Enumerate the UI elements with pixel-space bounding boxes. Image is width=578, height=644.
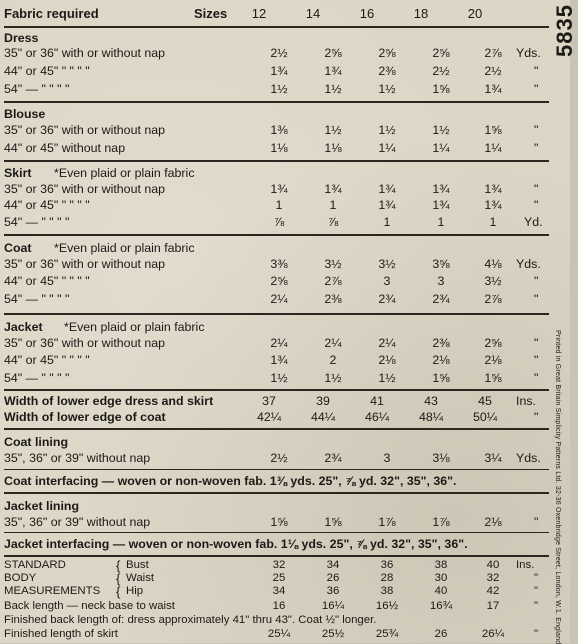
table-cell: 1¾	[270, 182, 288, 196]
table-cell: 1¾	[484, 182, 502, 196]
brace: {	[116, 584, 121, 599]
table-cell: 16	[272, 600, 286, 612]
table-cell: 2¾	[378, 292, 396, 306]
table-cell: 37	[262, 394, 276, 408]
unit-label: Yd.	[524, 215, 543, 229]
unit-label: Yds.	[516, 46, 541, 60]
table-cell: 1⅜	[270, 123, 288, 137]
text: Jacket interfacing — woven or non-woven fab. 1⅛ yds. 25", ⅞ yd. 32", 35", 36".	[4, 537, 468, 551]
fabric-chart	[4, 0, 549, 643]
table-cell: 26¼	[481, 628, 505, 640]
table-cell: 1⅝	[270, 515, 288, 529]
unit-label: "	[534, 572, 539, 584]
text: 35" or 36" with or without nap	[4, 123, 166, 137]
brace: {	[116, 571, 121, 586]
table-cell: ⅞	[273, 215, 285, 229]
table-cell: 1	[383, 215, 391, 229]
unit-label: "	[534, 274, 539, 288]
text: Coat	[4, 241, 32, 255]
unit-label: "	[534, 82, 539, 96]
table-cell: 16½	[375, 600, 399, 612]
table-cell: 2⅝	[324, 46, 342, 60]
size-14: 14	[305, 6, 321, 21]
text: STANDARD	[4, 559, 66, 571]
table-cell: 1½	[378, 123, 396, 137]
table-cell: 1½	[324, 371, 342, 385]
text: Back length — neck base to waist	[4, 600, 175, 612]
table-cell: 34	[272, 585, 286, 597]
sizes-label: Sizes	[194, 6, 228, 21]
table-cell: 16¾	[429, 600, 453, 612]
row-label: 35" or 36" with or without nap	[4, 46, 166, 60]
table-cell: 36	[326, 585, 340, 597]
unit-label: "	[534, 141, 539, 155]
unit-label: "	[534, 628, 539, 640]
table-cell: 2	[329, 353, 337, 367]
text: *Even plaid or plain fabric	[64, 320, 205, 334]
table-cell: 34	[326, 559, 340, 571]
table-cell: 26	[326, 572, 340, 584]
table-cell: 2⅜	[324, 292, 342, 306]
printer-credit: Printed in Great Britain Simplicity Patterns Ltd. 32-36 Oxenbridge Street, London, W.1. England	[554, 330, 561, 644]
unit-label: "	[534, 123, 539, 137]
table-cell: 2½	[270, 46, 288, 60]
unit-label: Yds.	[516, 257, 541, 271]
text: Finished back length of: dress approximately 41" thru 43". Coat ½" longer.	[4, 614, 377, 626]
table-cell: 2⅝	[270, 274, 288, 288]
table-cell: 3⅝	[432, 257, 450, 271]
table-cell: 32	[272, 559, 286, 571]
unit-label: "	[534, 198, 539, 212]
unit-label: "	[534, 585, 539, 597]
text: Finished length of skirt	[4, 628, 118, 640]
table-cell: 42	[486, 585, 500, 597]
table-cell: 1¼	[484, 141, 502, 155]
text: Width of lower edge dress and skirt	[4, 394, 214, 408]
table-cell: 16¼	[321, 600, 345, 612]
text: BODY	[4, 572, 37, 584]
table-cell: 1¾	[324, 64, 342, 78]
unit-label: "	[534, 410, 539, 424]
table-cell: 2⅞	[324, 274, 342, 288]
table-cell: 2⅜	[378, 64, 396, 78]
table-cell: 1¼	[432, 141, 450, 155]
table-cell: 1¾	[432, 198, 450, 212]
divider	[4, 532, 549, 533]
table-cell: 39	[316, 394, 330, 408]
table-cell: 2¼	[324, 336, 342, 350]
unit-label: "	[534, 371, 539, 385]
table-cell: 30	[434, 572, 448, 584]
row-label: 44" or 45" " " " "	[4, 64, 90, 78]
text: Hip	[126, 585, 144, 597]
size-20: 20	[467, 6, 483, 21]
table-cell: 1⅝	[324, 515, 342, 529]
text: 54" — " " " "	[4, 215, 70, 229]
table-cell: 3½	[484, 274, 502, 288]
chart-title: Fabric required	[4, 6, 99, 21]
table-cell: 3	[383, 274, 391, 288]
table-cell: 25¼	[267, 628, 291, 640]
table-cell: 2⅛	[432, 353, 450, 367]
table-cell: 40	[486, 559, 500, 571]
table-cell: 3⅛	[432, 451, 450, 465]
table-cell: 1½	[324, 123, 342, 137]
table-cell: 38	[434, 559, 448, 571]
table-cell: 36	[380, 559, 394, 571]
table-cell: 1⅛	[324, 141, 342, 155]
divider	[4, 101, 549, 103]
table-cell: 1½	[378, 371, 396, 385]
table-cell: 1⅝	[484, 123, 502, 137]
unit-label: "	[534, 64, 539, 78]
size-12: 12	[251, 6, 267, 21]
text: 35" or 36" with or without nap	[4, 182, 166, 196]
table-cell: 1½	[324, 82, 342, 96]
table-cell: 3¼	[484, 451, 502, 465]
table-cell: 1¼	[378, 141, 396, 155]
text: 35", 36" or 39" without nap	[4, 515, 151, 529]
text: 44" or 45" " " " "	[4, 198, 90, 212]
table-cell: 1⅛	[270, 141, 288, 155]
divider	[4, 389, 549, 391]
text: 35" or 36" with or without nap	[4, 257, 166, 271]
table-cell: 2⅛	[484, 353, 502, 367]
table-cell: 3	[383, 451, 391, 465]
table-cell: 2⅝	[378, 46, 396, 60]
table-cell: 45	[478, 394, 492, 408]
table-cell: 1⅞	[432, 515, 450, 529]
text: 35" or 36" with or without nap	[4, 336, 166, 350]
pattern-number: 5835	[552, 4, 577, 57]
text: Jacket lining	[4, 499, 80, 513]
text: MEASUREMENTS	[4, 585, 101, 597]
table-cell: 1	[489, 215, 497, 229]
table-cell: 26	[434, 628, 448, 640]
table-cell: 1¾	[432, 182, 450, 196]
unit-label: "	[534, 182, 539, 196]
table-cell: 2⅝	[432, 46, 450, 60]
table-cell: 42¼	[256, 410, 282, 424]
table-cell: 50¼	[472, 410, 498, 424]
table-cell: 1	[275, 198, 283, 212]
table-cell: 3⅜	[270, 257, 288, 271]
unit-label: Ins.	[516, 559, 535, 571]
table-cell: 44¼	[310, 410, 336, 424]
table-cell: 4⅛	[484, 257, 502, 271]
table-cell: 2¾	[324, 451, 342, 465]
table-cell: 3½	[324, 257, 342, 271]
table-cell: 1½	[432, 123, 450, 137]
table-cell: 1⅝	[432, 82, 450, 96]
text: Blouse	[4, 107, 46, 121]
table-cell: 1¾	[270, 353, 288, 367]
table-cell: 2⅜	[432, 336, 450, 350]
text: 54" — " " " "	[4, 371, 70, 385]
text: Waist	[126, 572, 155, 584]
size-18: 18	[413, 6, 429, 21]
text: Width of lower edge of coat	[4, 410, 166, 424]
text: Skirt	[4, 166, 32, 180]
table-cell: 2½	[432, 64, 450, 78]
table-cell: 46¼	[364, 410, 390, 424]
table-cell: 40	[434, 585, 448, 597]
table-cell: 38	[380, 585, 394, 597]
divider	[4, 492, 549, 494]
table-cell: 1¾	[324, 182, 342, 196]
table-cell: 2⅛	[378, 353, 396, 367]
row-label: 54" — " " " "	[4, 82, 70, 96]
unit-label: "	[534, 336, 539, 350]
divider	[4, 160, 549, 162]
table-cell: 1⅝	[484, 371, 502, 385]
unit-label: "	[534, 292, 539, 306]
text: Coat lining	[4, 435, 69, 449]
table-cell: ⅞	[327, 215, 339, 229]
size-16: 16	[359, 6, 375, 21]
table-cell: 2⅝	[484, 336, 502, 350]
table-cell: 1¾	[484, 198, 502, 212]
divider	[4, 313, 549, 315]
text: *Even plaid or plain fabric	[54, 241, 195, 255]
divider	[4, 234, 549, 236]
text: Coat interfacing — woven or non-woven fab. 1⅜ yds. 25", ⅞ yd. 32", 35", 36".	[4, 474, 457, 488]
text: 44" or 45" without nap	[4, 141, 126, 155]
table-cell: 17	[486, 600, 500, 612]
unit-label: Yds.	[516, 451, 541, 465]
table-cell: 43	[424, 394, 438, 408]
table-cell: 3	[437, 274, 445, 288]
table-cell: 25½	[321, 628, 345, 640]
table-cell: 2¾	[432, 292, 450, 306]
table-cell: 2¼	[378, 336, 396, 350]
divider	[4, 555, 549, 557]
table-cell: 28	[380, 572, 394, 584]
divider	[4, 26, 549, 28]
table-cell: 1⅞	[378, 515, 396, 529]
text: Bust	[126, 559, 149, 571]
table-cell: 1⅝	[432, 371, 450, 385]
table-cell: 25¾	[375, 628, 399, 640]
brace: {	[116, 558, 121, 573]
table-cell: 2¼	[270, 292, 288, 306]
table-cell: 1¾	[484, 82, 502, 96]
table-cell: 2½	[484, 64, 502, 78]
table-cell: 41	[370, 394, 384, 408]
text: *Even plaid or plain fabric	[54, 166, 195, 180]
unit-label: "	[534, 515, 539, 529]
text: 35", 36" or 39" without nap	[4, 451, 151, 465]
table-cell: 1½	[270, 82, 288, 96]
unit-label: "	[534, 353, 539, 367]
table-cell: 1½	[270, 371, 288, 385]
table-cell: 2⅛	[484, 515, 502, 529]
table-cell: 2½	[270, 451, 288, 465]
divider	[4, 469, 549, 470]
divider	[4, 428, 549, 430]
text: 44" or 45" " " " "	[4, 274, 90, 288]
table-cell: 32	[486, 572, 500, 584]
unit-label: "	[534, 600, 539, 612]
table-cell: 2¼	[270, 336, 288, 350]
table-cell: 2⅞	[484, 46, 502, 60]
text: 44" or 45" " " " "	[4, 353, 90, 367]
unit-label: Ins.	[516, 394, 536, 408]
table-cell: 2⅞	[484, 292, 502, 306]
table-cell: 25	[272, 572, 286, 584]
text: Jacket	[4, 320, 43, 334]
table-cell: 1¾	[378, 182, 396, 196]
table-cell: 3½	[378, 257, 396, 271]
text: 54" — " " " "	[4, 292, 70, 306]
table-cell: 48¼	[418, 410, 444, 424]
table-cell: 1½	[378, 82, 396, 96]
text: Dress	[4, 31, 39, 45]
table-cell: 1	[329, 198, 337, 212]
table-cell: 1	[437, 215, 445, 229]
table-cell: 1¾	[378, 198, 396, 212]
table-cell: 1¾	[270, 64, 288, 78]
